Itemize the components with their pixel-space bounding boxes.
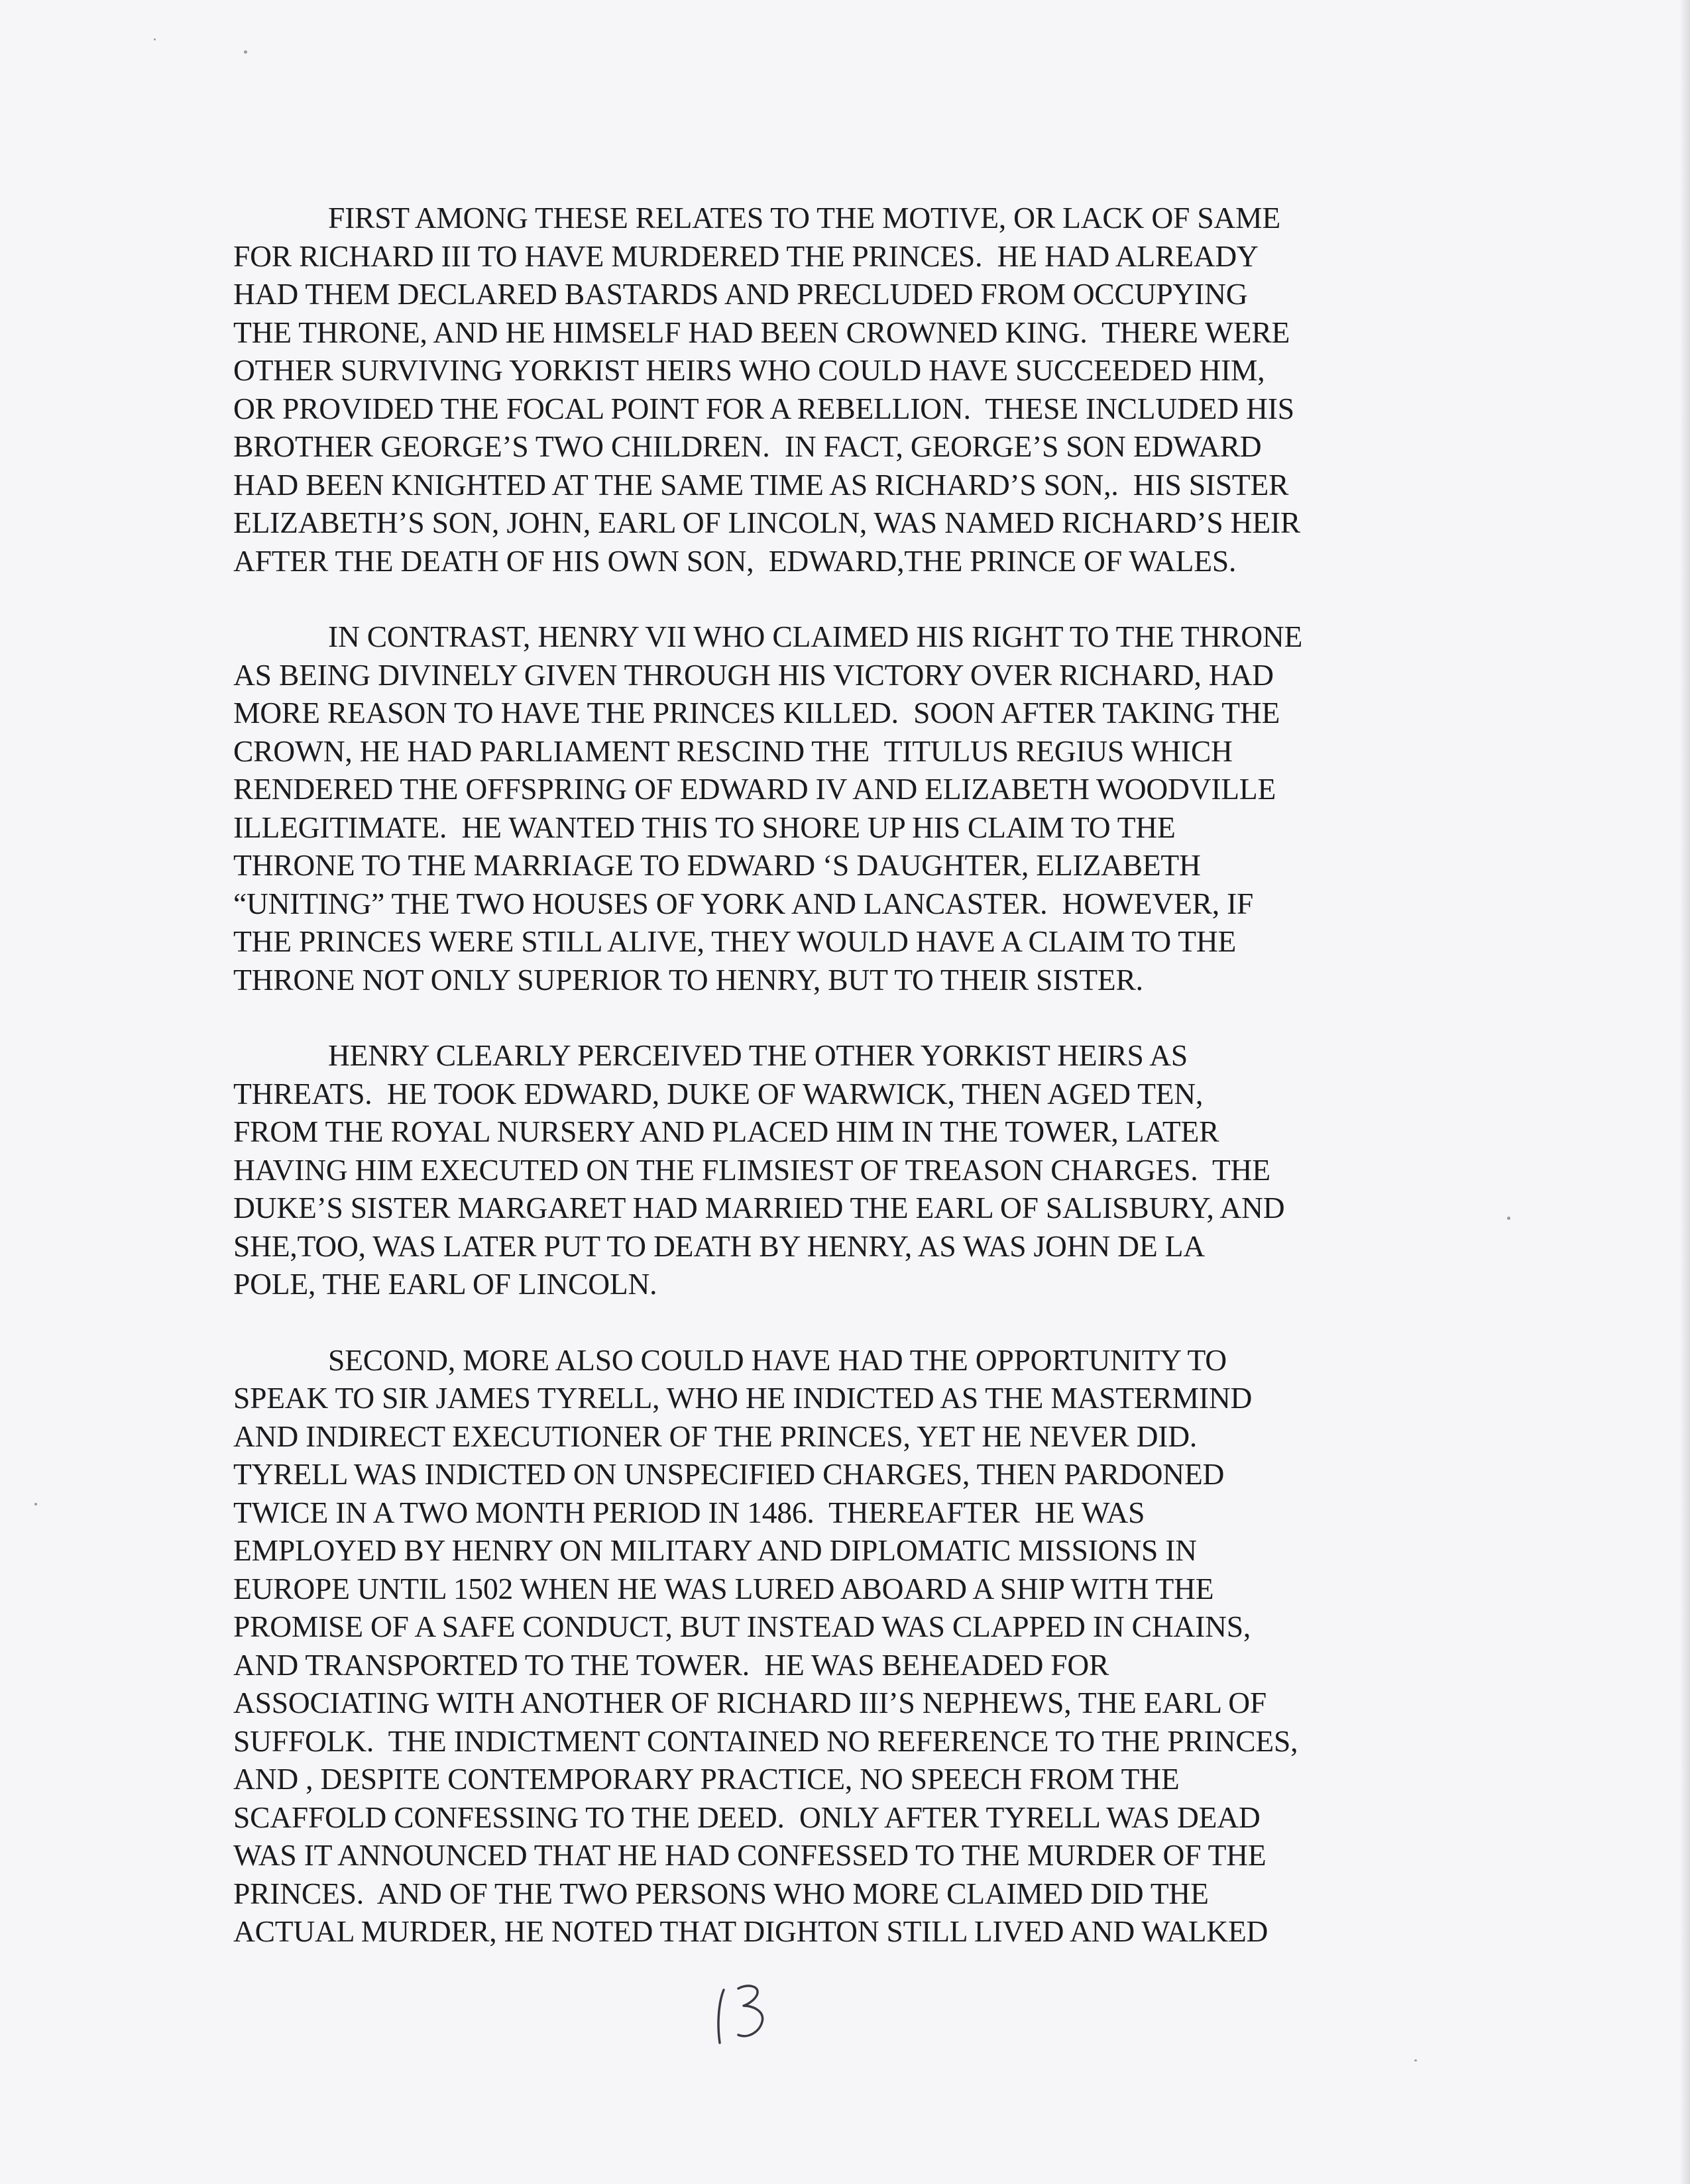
paragraph-3: [233, 1036, 1420, 1303]
text-line: SCAFFOLD CONFESSING TO THE DEED. ONLY AFTER TYRELL WAS DEAD: [233, 1800, 1261, 1834]
text-line: AND , DESPITE CONTEMPORARY PRACTICE, NO SPEECH FROM THE: [233, 1762, 1180, 1796]
text-line: THRONE TO THE MARRIAGE TO EDWARD ‘S DAUGHTER, ELIZABETH: [233, 848, 1201, 882]
page-edge-shadow: [1681, 0, 1690, 2184]
text-line: DUKE’S SISTER MARGARET HAD MARRIED THE EARL OF SALISBURY, AND: [233, 1191, 1285, 1225]
text-line: EUROPE UNTIL 1502 WHEN HE WAS LURED ABOARD A SHIP WITH THE: [233, 1571, 1214, 1606]
text-line: SUFFOLK. THE INDICTMENT CONTAINED NO REFERENCE TO THE PRINCES,: [233, 1723, 1298, 1758]
text-line: SECOND, MORE ALSO COULD HAVE HAD THE OPPORTUNITY TO: [328, 1342, 1227, 1377]
text-line: SPEAK TO SIR JAMES TYRELL, WHO HE INDICTED AS THE MASTERMIND: [233, 1381, 1253, 1415]
text-line: ILLEGITIMATE. HE WANTED THIS TO SHORE UP HIS CLAIM TO THE: [233, 810, 1176, 844]
text-line: FOR RICHARD III TO HAVE MURDERED THE PRINCES. HE HAD ALREADY: [233, 239, 1259, 273]
scan-speck: [244, 50, 247, 54]
text-line: ASSOCIATING WITH ANOTHER OF RICHARD III’S NEPHEWS, THE EARL OF: [233, 1686, 1267, 1720]
text-line: TWICE IN A TWO MONTH PERIOD IN 1486. THEREAFTER HE WAS: [233, 1495, 1145, 1529]
text-line: AND INDIRECT EXECUTIONER OF THE PRINCES, YET HE NEVER DID.: [233, 1419, 1198, 1453]
text-line: THREATS. HE TOOK EDWARD, DUKE OF WARWICK, THEN AGED TEN,: [233, 1076, 1204, 1111]
text-line: HENRY CLEARLY PERCEIVED THE OTHER YORKIST HEIRS AS: [328, 1038, 1188, 1072]
handwritten-page-number-glyphs: [709, 1978, 782, 2051]
text-line: CROWN, HE HAD PARLIAMENT RESCIND THE TITULUS REGIUS WHICH: [233, 734, 1233, 768]
text-line: RENDERED THE OFFSPRING OF EDWARD IV AND ELIZABETH WOODVILLE: [233, 772, 1276, 806]
text-line: THRONE NOT ONLY SUPERIOR TO HENRY, BUT TO THEIR SISTER.: [233, 962, 1143, 997]
paragraph-4: [233, 1341, 1420, 1951]
text-line: “UNITING” THE TWO HOUSES OF YORK AND LANCASTER. HOWEVER, IF: [233, 886, 1254, 920]
text-line: ELIZABETH’S SON, JOHN, EARL OF LINCOLN, WAS NAMED RICHARD’S HEIR: [233, 506, 1301, 539]
scan-speck: [1507, 1217, 1510, 1220]
text-line: TYRELL WAS INDICTED ON UNSPECIFIED CHARGES, THEN PARDONED: [233, 1457, 1225, 1491]
text-line: THE THRONE, AND HE HIMSELF HAD BEEN CROWNED KING. THERE WERE: [233, 315, 1290, 349]
text-line: BROTHER GEORGE’S TWO CHILDREN. IN FACT, GEORGE’S SON EDWARD: [233, 429, 1262, 463]
text-line: OR PROVIDED THE FOCAL POINT FOR A REBELLION. THESE INCLUDED HIS: [233, 391, 1294, 425]
text-line: WAS IT ANNOUNCED THAT HE HAD CONFESSED TO THE MURDER OF THE: [233, 1838, 1267, 1872]
text-line: FIRST AMONG THESE RELATES TO THE MOTIVE, OR LACK OF SAME: [328, 201, 1280, 235]
text-line: AS BEING DIVINELY GIVEN THROUGH HIS VICTORY OVER RICHARD, HAD: [233, 657, 1274, 692]
text-line: EMPLOYED BY HENRY ON MILITARY AND DIPLOMATIC MISSIONS IN: [233, 1533, 1197, 1567]
document-body: [233, 199, 1420, 1989]
page-number-text: [709, 1978, 710, 1979]
text-line: AND TRANSPORTED TO THE TOWER. HE WAS BEHEADED FOR: [233, 1647, 1109, 1682]
text-line: MORE REASON TO HAVE THE PRINCES KILLED. SOON AFTER TAKING THE: [233, 696, 1280, 730]
text-line: IN CONTRAST, HENRY VII WHO CLAIMED HIS RIGHT TO THE THRONE: [328, 620, 1303, 653]
text-line: ACTUAL MURDER, HE NOTED THAT DIGHTON STILL LIVED AND WALKED: [233, 1914, 1268, 1948]
paragraph-2: [233, 618, 1420, 999]
text-line: OTHER SURVIVING YORKIST HEIRS WHO COULD HAVE SUCCEEDED HIM,: [233, 353, 1265, 387]
text-line: PRINCES. AND OF THE TWO PERSONS WHO MORE CLAIMED DID THE: [233, 1876, 1209, 1910]
text-line: FROM THE ROYAL NURSERY AND PLACED HIM IN THE TOWER, LATER: [233, 1115, 1219, 1148]
text-line: HAVING HIM EXECUTED ON THE FLIMSIEST OF TREASON CHARGES. THE: [233, 1152, 1270, 1187]
handwritten-page-number: [709, 1978, 782, 2051]
text-line: HAD BEEN KNIGHTED AT THE SAME TIME AS RICHARD’S SON,. HIS SISTER: [233, 467, 1289, 502]
text-line: AFTER THE DEATH OF HIS OWN SON, EDWARD,THE PRINCE OF WALES.: [233, 543, 1237, 578]
text-line: PROMISE OF A SAFE CONDUCT, BUT INSTEAD WAS CLAPPED IN CHAINS,: [233, 1610, 1251, 1643]
paragraph-1: [233, 199, 1420, 580]
text-line: THE PRINCES WERE STILL ALIVE, THEY WOULD HAVE A CLAIM TO THE: [233, 924, 1237, 958]
text-line: SHE,TOO, WAS LATER PUT TO DEATH BY HENRY, AS WAS JOHN DE LA: [233, 1228, 1205, 1263]
scan-speck: [1414, 2059, 1417, 2061]
text-line: POLE, THE EARL OF LINCOLN.: [233, 1267, 657, 1301]
scan-speck: [34, 1503, 37, 1505]
text-line: HAD THEM DECLARED BASTARDS AND PRECLUDED FROM OCCUPYING: [233, 277, 1248, 311]
scan-speck: [154, 38, 156, 40]
